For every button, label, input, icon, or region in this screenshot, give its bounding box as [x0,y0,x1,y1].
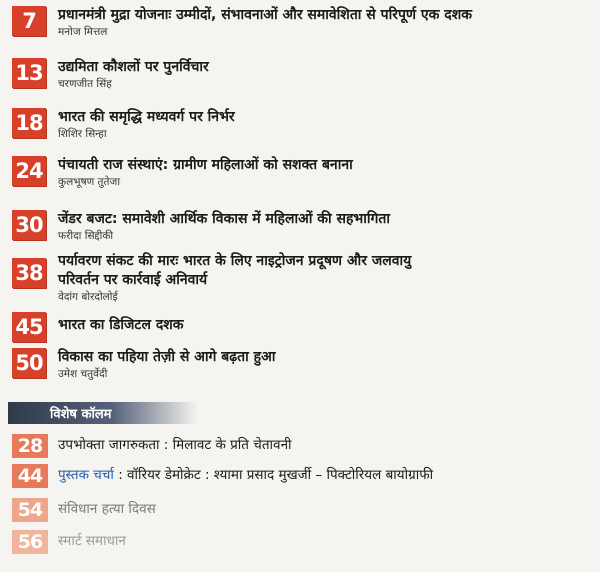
special-column-header [8,402,198,424]
article-title: पर्यावरण संकट की मारः भारत के लिए नाइट्रोजन प्रदूषण और जलवायु परिवर्तन पर कार्रवाई अनिवार्य [58,253,412,288]
article-title: भारत का डिजिटल दशक [58,317,184,333]
page-number-badge: 28 [12,434,48,458]
article-author: चरणजीत सिंह [58,78,112,90]
page-number-badge: 54 [12,498,48,522]
special-column-title: विशेष कॉलम [50,407,112,422]
page-number-badge: 50 [12,348,46,378]
article-author: कुलभूषण तुतेजा [58,176,121,188]
special-entry-title [58,464,592,486]
page-number-badge: 24 [12,156,46,186]
special-entry-title [58,498,592,520]
article-title: पंचायती राज संस्थाएं: ग्रामीण महिलाओं को सशक्त बनाना [58,157,353,173]
article-title: उद्यमिता कौशलों पर पुनर्विचार [58,59,209,75]
page-number-badge: 44 [12,464,48,488]
article-author: शिशिर सिन्हा [58,128,107,140]
page-number-badge: 45 [12,312,46,342]
special-entry-lead[interactable]: पुस्तक चर्चा [58,467,114,483]
special-entry-title [58,530,592,552]
page-number-badge: 13 [12,58,46,88]
article-author: उमेश चतुर्वेदी [58,368,108,380]
article-title: जेंडर बजट: समावेशी आर्थिक विकास में महिलाओं की सहभागिता [58,211,390,227]
special-entry-text: संविधान हत्या दिवस [58,501,156,517]
page-number-badge: 38 [12,258,46,288]
page-number-badge: 30 [12,210,46,240]
article-title: विकास का पहिया तेज़ी से आगे बढ़ता हुआ [58,349,276,365]
page-number-badge: 18 [12,108,46,138]
special-entry-title [58,434,592,456]
article-author: फरीदा सिद्दीकी [58,230,114,242]
special-entry-text: स्मार्ट समाधान [58,533,126,549]
page-number-badge: 7 [12,6,46,36]
article-author: मनोज मित्तल [58,26,108,38]
page-number-badge: 56 [12,530,48,554]
special-entry-text: उपभोक्ता जागरुकता : मिलावट के प्रति चेतावनी [58,437,292,453]
article-title: प्रधानमंत्री मुद्रा योजनाः उम्मीदों, संभावनाओं और समावेशिता से परिपूर्ण एक दशक [58,7,472,23]
article-author: वेदांग बोरदोलोई [58,291,118,303]
article-title: भारत की समृद्धि मध्यवर्ग पर निर्भर [58,109,235,125]
special-entry-text: : वॉरियर डेमोक्रेट : श्यामा प्रसाद मुखर्जी – पिक्टोरियल बायोग्राफी [113,467,434,483]
